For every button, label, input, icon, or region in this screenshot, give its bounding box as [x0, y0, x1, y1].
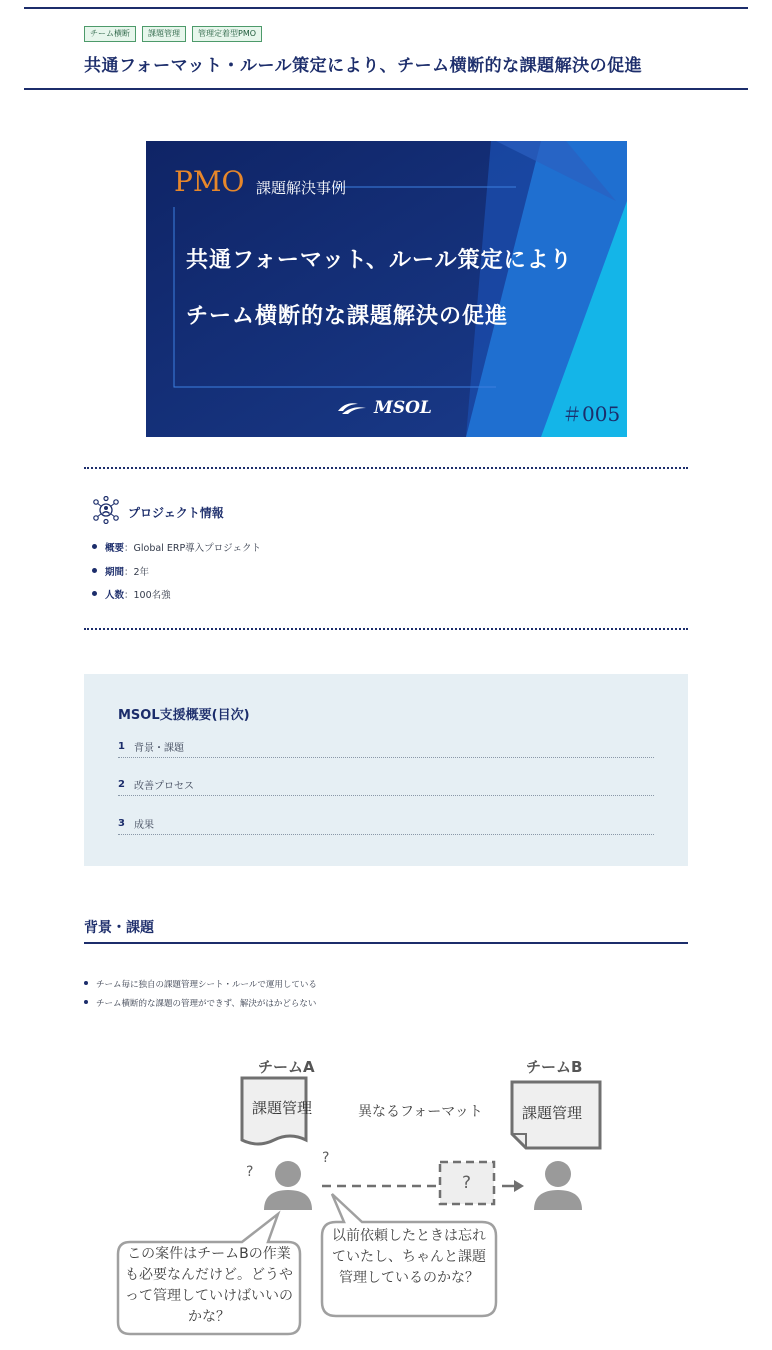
- background-bullets: [84, 978, 317, 1016]
- hero-subtitle: 課題解決事例: [256, 179, 347, 197]
- bullet-dot: [92, 591, 97, 596]
- person-icon-team-b: [534, 1161, 582, 1210]
- toc-item-number: 2: [118, 779, 125, 790]
- background-bullet: [84, 978, 317, 997]
- toc-item-number: 1: [118, 741, 125, 752]
- toc-item-number: 3: [118, 818, 125, 829]
- hero-title-line2: チーム横断的な課題解決の促進: [186, 304, 509, 329]
- question-mark-top: ?: [322, 1150, 330, 1166]
- team-a-doc-label: 課題管理: [252, 1099, 313, 1117]
- team-format-diagram: [100, 1046, 660, 1346]
- msol-logo: [336, 398, 432, 418]
- case-number: ＃005: [562, 402, 621, 426]
- table-of-contents: [84, 674, 688, 866]
- project-network-icon: [92, 496, 120, 524]
- project-info-list: [92, 540, 261, 611]
- background-bullet: [84, 997, 317, 1016]
- team-b-doc-label: 課題管理: [522, 1104, 583, 1122]
- toc-item-label: 成果: [134, 820, 154, 831]
- header-top-rule: [24, 7, 748, 9]
- speech-bubble-left-text: この案件はチームBの作業も必要なんだけど。どうやって管理していけばいいのかな？: [125, 1246, 293, 1325]
- bullet-dot: [84, 981, 88, 985]
- toc-item-label: 背景・課題: [134, 743, 184, 754]
- divider-dotted-bottom: [84, 628, 688, 630]
- bullet-dot: [92, 568, 97, 573]
- project-info-value: ：100名強: [124, 590, 171, 601]
- msol-logo-mark-icon: [336, 399, 370, 417]
- question-mark-box: ?: [462, 1173, 472, 1193]
- tag-list: [84, 26, 262, 42]
- team-b-label: チームB: [526, 1058, 583, 1076]
- bullet-dot: [92, 544, 97, 549]
- section-title-background: 背景・課題: [84, 920, 154, 936]
- toc-item-process[interactable]: [118, 774, 654, 796]
- divider-dotted-top: [84, 467, 688, 469]
- person-icon-team-a: [264, 1161, 312, 1210]
- toc-title: MSOL支援概要(目次): [118, 708, 250, 723]
- background-bullet-text: チーム横断的な課題の管理ができず、解決がはかどらない: [96, 999, 317, 1009]
- project-info-value: ：Global ERP導入プロジェクト: [124, 543, 261, 554]
- toc-item-background[interactable]: [118, 736, 654, 758]
- background-bullet-text: チーム毎に独自の課題管理シート・ルールで運用している: [96, 980, 317, 990]
- speech-bubble-right-text: 以前依頼したときは忘れていたし、ちゃんと課題管理しているのかな？: [332, 1228, 486, 1286]
- project-info-label: 概要: [105, 543, 125, 554]
- project-info-title: プロジェクト情報: [128, 506, 224, 520]
- project-info-label: 期間: [105, 566, 125, 578]
- tag-pmo[interactable]: 管理定着型PMO: [192, 26, 262, 42]
- hero-pmo-label: PMO: [174, 165, 245, 198]
- tag-cross-team[interactable]: チーム横断: [84, 26, 136, 42]
- tag-issue-management[interactable]: 課題管理: [142, 26, 186, 42]
- toc-item-results[interactable]: [118, 813, 654, 835]
- msol-logo-text: MSOL: [374, 398, 432, 418]
- hero-title-line1: 共通フォーマット、ルール策定により: [186, 248, 573, 273]
- bullet-dot: [84, 1000, 88, 1004]
- toc-item-label: 改善プロセス: [134, 781, 194, 792]
- project-info-label: 人数: [105, 590, 125, 601]
- arrow-right-icon: [514, 1180, 524, 1192]
- team-a-label: チームA: [258, 1058, 315, 1076]
- project-info-item: [92, 564, 261, 588]
- project-info-item: [92, 587, 261, 611]
- section-rule: [84, 942, 688, 944]
- page-title: 共通フォーマット・ルール策定により、チーム横断的な課題解決の促進: [84, 56, 643, 76]
- hero-banner: [146, 141, 627, 437]
- different-format-label: 異なるフォーマット: [358, 1104, 483, 1120]
- header-bottom-rule: [24, 88, 748, 90]
- question-mark-left: ?: [246, 1164, 254, 1180]
- project-info-value: ：2年: [124, 566, 150, 578]
- project-info-item: [92, 540, 261, 564]
